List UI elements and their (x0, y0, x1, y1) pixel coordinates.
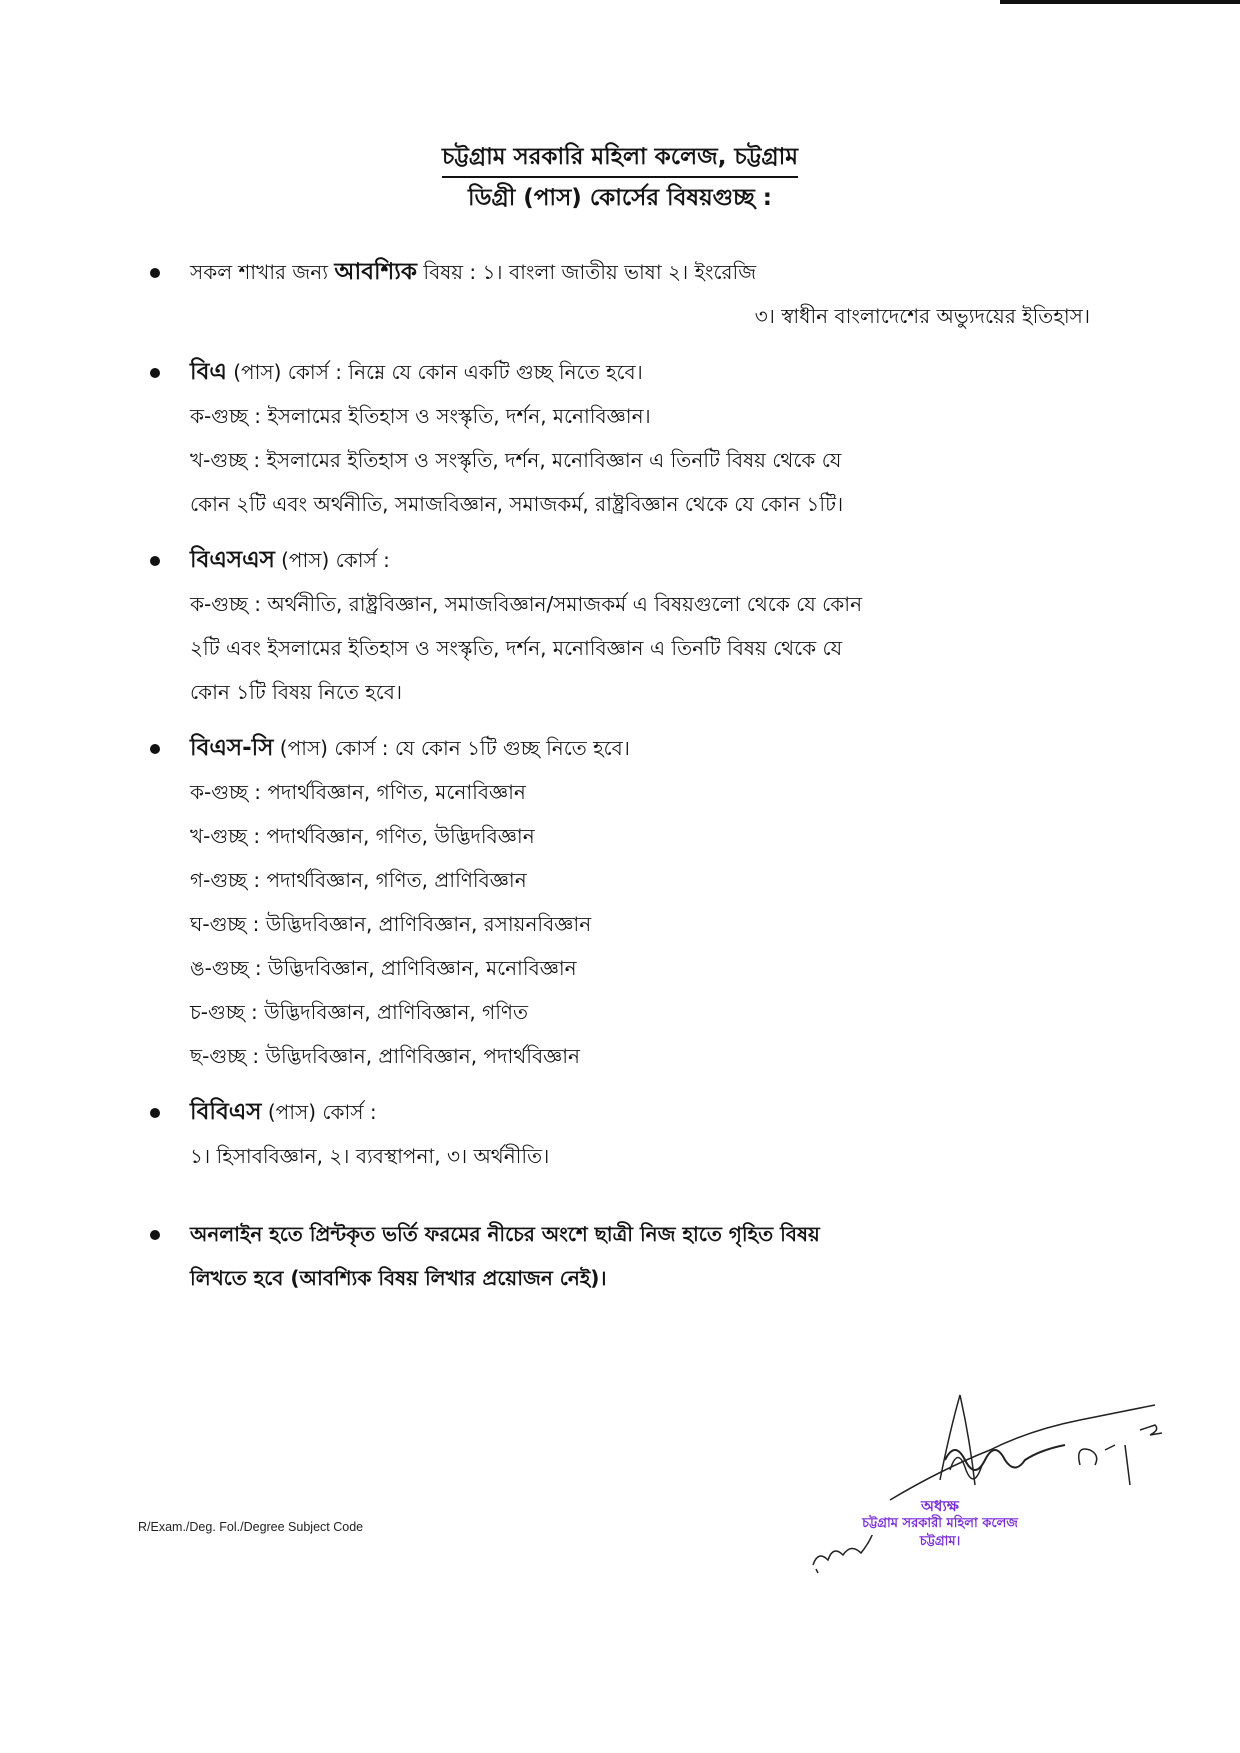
bss-line: কোন ১টি বিষয় নিতে হবে। (190, 680, 403, 704)
document-header (0, 140, 1240, 216)
compulsory-section (150, 250, 1110, 294)
note-line1: অনলাইন হতে প্রিন্টকৃত ভর্তি ফরমের নীচের অংশে ছাত্রী নিজ হাতে গৃহিত বিষয় (190, 1222, 820, 1246)
bbs-subjects: ১। হিসাববিজ্ঞান, ২। ব্যবস্থাপনা, ৩। অর্থনীতি। (190, 1144, 550, 1168)
bullet-icon (150, 368, 160, 378)
bsc-course-name: বিএস-সি (190, 735, 274, 761)
compulsory-line2: ৩। স্বাধীন বাংলাদেশের অভ্যুদয়ের ইতিহাস। (754, 304, 1090, 328)
stamp-line1: চট্টগ্রাম সরকারী মহিলা কলেজ (862, 1516, 1018, 1531)
note-line2: লিখতে হবে (আবশ্যিক বিষয় লিখার প্রয়োজন নেই)। (190, 1266, 607, 1290)
bullet-icon (150, 744, 160, 754)
college-title: চট্টগ্রাম সরকারি মহিলা কলেজ, চট্টগ্রাম (442, 140, 798, 178)
bbs-course-name: বিবিএস (190, 1099, 262, 1125)
compulsory-line1: বিষয় : ১। বাংলা জাতীয় ভাষা ২। ইংরেজি (423, 260, 757, 284)
ba-group: কোন ২টি এবং অর্থনীতি, সমাজবিজ্ঞান, সমাজকর্ম, রাষ্ট্রবিজ্ঞান থেকে যে কোন ১টি। (190, 492, 844, 516)
bsc-group: চ-গুচ্ছ : উদ্ভিদবিজ্ঞান, প্রাণিবিজ্ঞান, গণিত (190, 1000, 529, 1024)
bullet-icon (150, 556, 160, 566)
ba-section (150, 350, 1110, 394)
ba-course-desc: (পাস) কোর্স : নিম্নে যে কোন একটি গুচ্ছ নিতে হবে। (233, 360, 643, 384)
bullet-icon (150, 1230, 160, 1240)
bsc-group: ক-গুচ্ছ : পদার্থবিজ্ঞান, গণিত, মনোবিজ্ঞান (190, 780, 526, 804)
stamp-title: অধ্যক্ষ (921, 1497, 959, 1515)
stamp-line2: চট্টগ্রাম। (919, 1534, 961, 1549)
initials-signature (808, 1535, 878, 1575)
compulsory-emphasis: আবশ্যিক (334, 259, 417, 285)
document-subtitle: ডিগ্রী (পাস) কোর্সের বিষয়গুচ্ছ : (467, 185, 772, 211)
bbs-section (150, 1090, 1110, 1134)
bsc-section (150, 726, 1110, 770)
ba-group: ক-গুচ্ছ : ইসলামের ইতিহাস ও সংস্কৃতি, দর্শন, মনোবিজ্ঞান। (190, 404, 651, 428)
bullet-icon (150, 268, 160, 278)
bss-course-name: বিএসএস (190, 547, 275, 573)
ba-group: খ-গুচ্ছ : ইসলামের ইতিহাস ও সংস্কৃতি, দর্শন, মনোবিজ্ঞান এ তিনটি বিষয় থেকে যে (190, 448, 842, 472)
signature (880, 1390, 1180, 1510)
bsc-course-desc: (পাস) কোর্স : যে কোন ১টি গুচ্ছ নিতে হবে। (279, 736, 630, 760)
bsc-group: গ-গুচ্ছ : পদার্থবিজ্ঞান, গণিত, প্রাণিবিজ্ঞান (190, 868, 527, 892)
bullet-icon (150, 1108, 160, 1118)
bsc-group: ঘ-গুচ্ছ : উদ্ভিদবিজ্ঞান, প্রাণিবিজ্ঞান, রসায়নবিজ্ঞান (190, 912, 592, 936)
bss-section (150, 538, 1110, 582)
bbs-course-desc: (পাস) কোর্স : (267, 1100, 377, 1124)
bss-line: ক-গুচ্ছ : অর্থনীতি, রাষ্ট্রবিজ্ঞান, সমাজবিজ্ঞান/সমাজকর্ম এ বিষয়গুলো থেকে যে কোন (190, 592, 863, 616)
compulsory-prefix: সকল শাখার জন্য (190, 260, 329, 284)
ba-course-name: বিএ (190, 359, 227, 385)
scan-edge (1000, 0, 1240, 4)
bss-line: ২টি এবং ইসলামের ইতিহাস ও সংস্কৃতি, দর্শন, মনোবিজ্ঞান এ তিনটি বিষয় থেকে যে (190, 636, 843, 660)
bsc-group: ছ-গুচ্ছ : উদ্ভিদবিজ্ঞান, প্রাণিবিজ্ঞান, পদার্থবিজ্ঞান (190, 1044, 580, 1068)
note-section (150, 1212, 1110, 1256)
bss-course-desc: (পাস) কোর্স : (281, 548, 390, 572)
bsc-group: খ-গুচ্ছ : পদার্থবিজ্ঞান, গণিত, উদ্ভিদবিজ্ঞান (190, 824, 535, 848)
bsc-group: ঙ-গুচ্ছ : উদ্ভিদবিজ্ঞান, প্রাণিবিজ্ঞান, মনোবিজ্ঞান (190, 956, 577, 980)
document-body (150, 250, 1110, 1300)
document-code: R/Exam./Deg. Fol./Degree Subject Code (138, 1520, 364, 1534)
